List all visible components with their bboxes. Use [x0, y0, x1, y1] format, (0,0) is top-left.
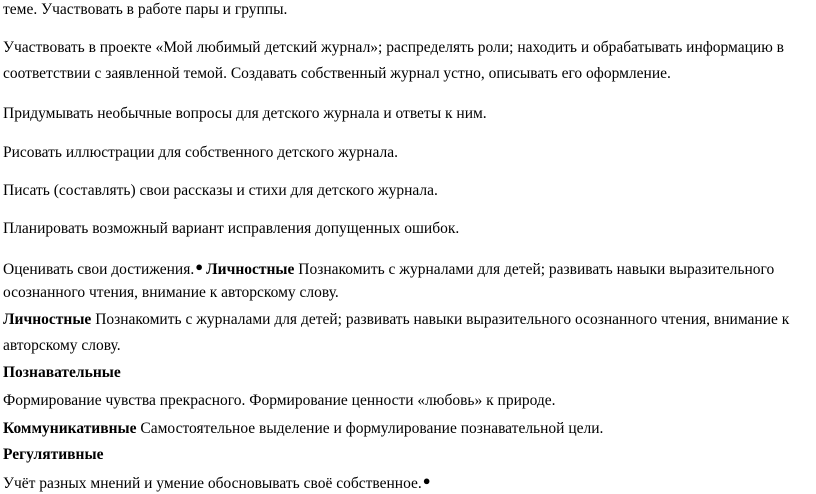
- cognitive-heading: Познавательные: [3, 364, 121, 381]
- paragraph-7-line-1: [3, 257, 774, 280]
- paragraph-7-rest: Познакомить с журналами для детей; развивать навыки выразительного: [294, 261, 775, 278]
- regulatory-text: Учёт разных мнений и умение обосновывать своё собственное.: [3, 475, 422, 492]
- paragraph-7-line-2: осознанного чтения, внимание к авторскому слову.: [3, 284, 339, 301]
- paragraph-4: Рисовать иллюстрации для собственного детского журнала.: [3, 144, 398, 161]
- paragraph-6: Планировать возможный вариант исправления допущенных ошибок.: [3, 220, 460, 237]
- regulatory-heading: Регулятивные: [3, 446, 104, 463]
- paragraph-8-line-2: авторскому слову.: [3, 337, 121, 354]
- cognitive-text: Формирование чувства прекрасного. Формирование ценности «любовь» к природе.: [3, 392, 556, 409]
- paragraph-1: теме. Участвовать в работе пары и группы.: [3, 1, 288, 18]
- paragraph-2-line-2: соответствии с заявленной темой. Создавать собственный журнал устно, описывать его оформление.: [3, 65, 671, 82]
- paragraph-2-line-1: Участвовать в проекте «Мой любимый детский журнал»; распределять роли; находить и обрабатывать информацию в: [3, 39, 784, 56]
- paragraph-10: [3, 419, 603, 439]
- personal-heading-inline: Личностные: [206, 261, 295, 278]
- paragraph-7-lead: Оценивать свои достижения.: [3, 261, 195, 278]
- communicative-heading: Коммуникативные: [3, 420, 137, 437]
- paragraph-8-rest: Познакомить с журналами для детей; развивать навыки выразительного осознанного чтения, внимание к: [91, 311, 790, 328]
- communicative-text: Самостоятельное выделение и формулирование познавательной цели.: [136, 420, 604, 437]
- paragraph-3: Придумывать необычные вопросы для детского журнала и ответы к ним.: [3, 105, 487, 122]
- personal-heading: Личностные: [3, 311, 92, 328]
- bullet-icon: ●: [195, 259, 204, 274]
- bullet-icon-end: ●: [422, 473, 431, 488]
- paragraph-8-line-1: [3, 310, 789, 330]
- paragraph-5: Писать (составлять) свои рассказы и стихи для детского журнала.: [3, 182, 438, 199]
- regulatory-line: [3, 471, 434, 494]
